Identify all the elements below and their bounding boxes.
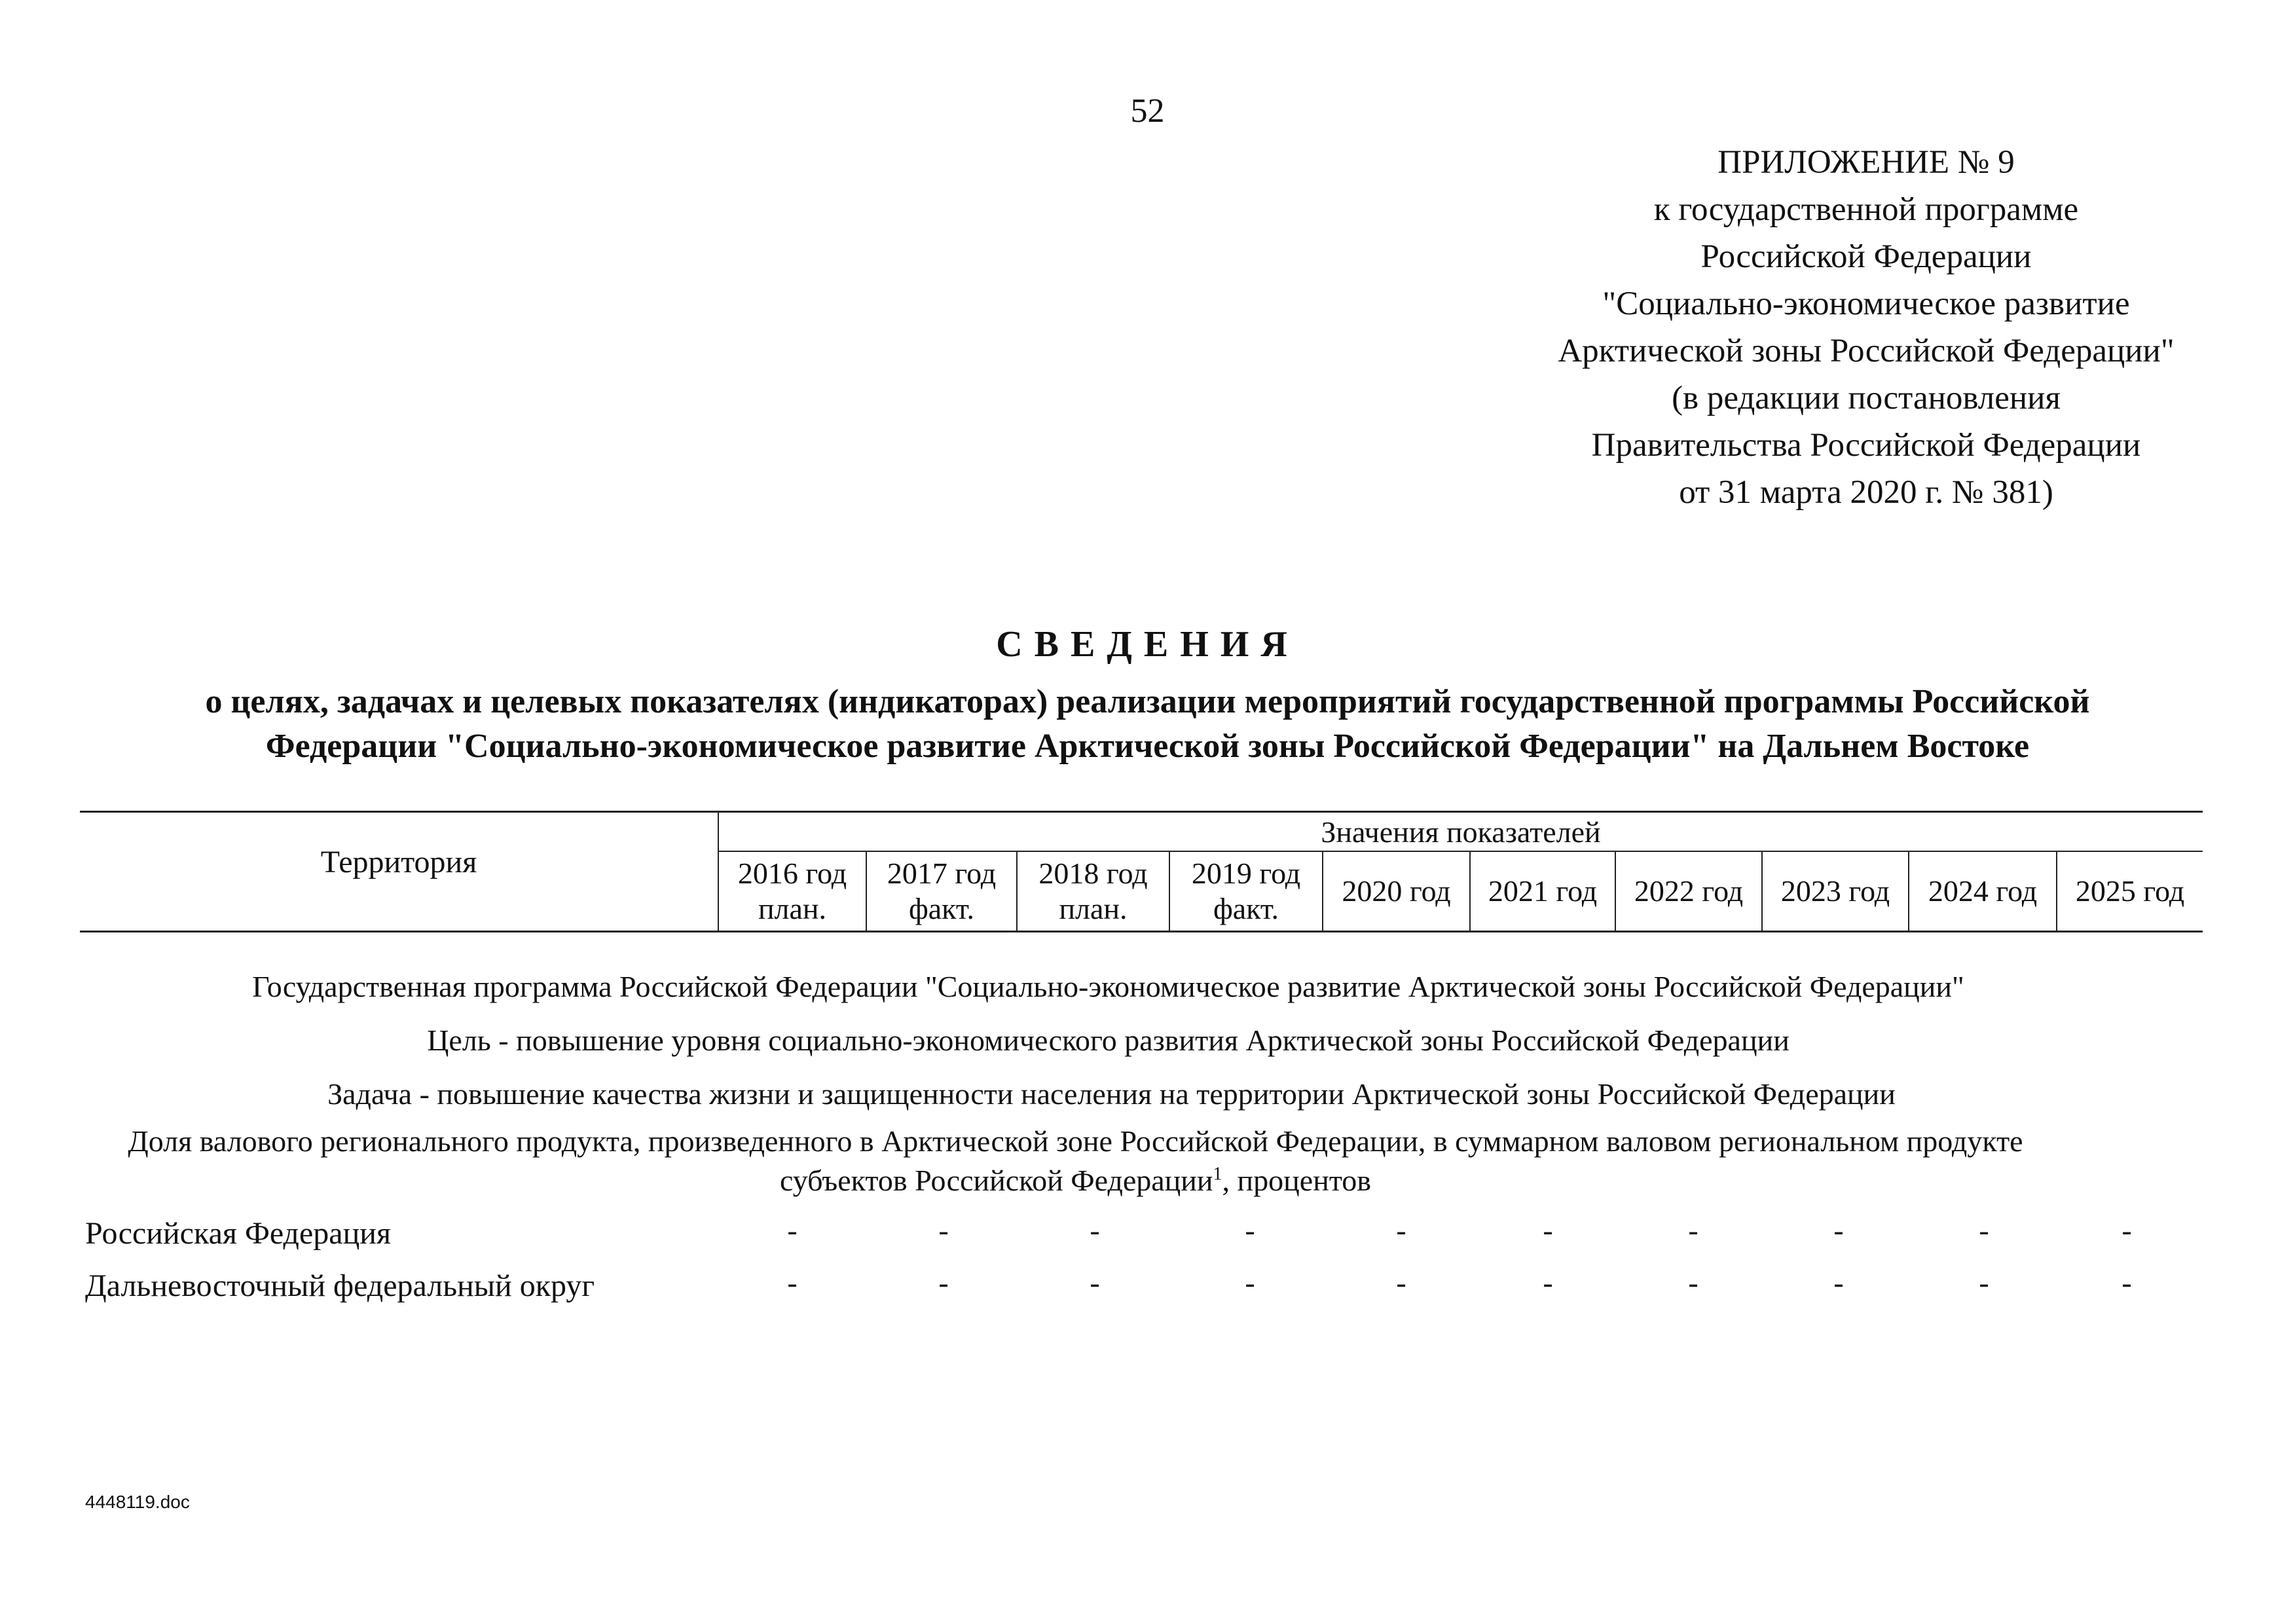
territory-header: Территория (320, 844, 477, 879)
document-heading: СВЕДЕНИЯ (996, 624, 1299, 665)
value-cell: - (1688, 1266, 1698, 1299)
value-cell: - (1543, 1213, 1553, 1247)
appendix-line: ПРИЛОЖЕНИЕ № 9 (1717, 144, 2015, 181)
year-note: план. (758, 892, 827, 925)
footer-filename: 4448119.doc (85, 1492, 190, 1512)
year-note: факт. (1213, 892, 1279, 925)
year-label: 2025 год (2075, 874, 2185, 908)
appendix-line: "Социально-экономическое развитие (1602, 286, 2130, 322)
row-territory-dfo: Дальневосточный федеральный округ (85, 1268, 595, 1303)
year-header-2024 (1908, 852, 2056, 931)
page-number: 52 (1130, 92, 1165, 130)
appendix-line: от 31 марта 2020 г. № 381) (1679, 474, 2053, 511)
subtitle-line-1: о целях, задачах и целевых показателях (индикаторах) реализации мероприятий государственной программы Российской (205, 683, 2090, 720)
year-label: 2022 год (1634, 874, 1744, 908)
year-header-2018 (1016, 852, 1169, 931)
value-cell: - (1543, 1266, 1553, 1299)
task-line: Задача - повышение качества жизни и защищенности населения на территории Арктической зоны Российской Федерации (327, 1077, 1896, 1111)
subtitle-line-2: Федерации "Социально-экономическое развитие Арктической зоны Российской Федерации" на Дальнем Востоке (265, 728, 2030, 765)
value-cell: - (938, 1266, 949, 1299)
indicator-line-2-text: субъектов Российской Федерации (779, 1164, 1213, 1197)
value-cell: - (2121, 1213, 2132, 1247)
value-cell: - (1396, 1266, 1406, 1299)
year-header-2022 (1615, 852, 1761, 931)
year-header-2021 (1469, 852, 1615, 931)
value-cell: - (787, 1266, 798, 1299)
year-header-2023 (1761, 852, 1908, 931)
value-cell: - (1833, 1213, 1844, 1247)
year-note: факт. (908, 892, 975, 925)
indicator-line-2 (0, 1163, 2223, 1198)
value-cell: - (787, 1213, 798, 1247)
values-header: Значения показателей (718, 813, 2203, 852)
program-line: Государственная программа Российской Федерации "Социально-экономическое развитие Арктической зоны Российской Федерации" (252, 970, 1964, 1003)
year-note: план. (1059, 892, 1128, 925)
appendix-block (1427, 139, 2295, 516)
value-cell: - (1979, 1213, 1989, 1247)
value-cell: - (2121, 1266, 2132, 1299)
goal-line: Цель - повышение уровня социально-экономического развития Арктической зоны Российской Федерации (427, 1024, 1790, 1057)
document-subtitle (65, 680, 2230, 769)
year-label: 2020 год (1342, 874, 1451, 908)
year-label: 2016 год (737, 857, 847, 890)
value-cell: - (1245, 1266, 1255, 1299)
value-cell: - (938, 1213, 949, 1247)
footnote-mark: 1 (1213, 1164, 1222, 1185)
value-cell: - (1090, 1213, 1100, 1247)
value-cell: - (1833, 1266, 1844, 1299)
year-label: 2021 год (1488, 874, 1598, 908)
year-label: 2018 год (1038, 857, 1148, 890)
value-cell: - (1090, 1266, 1100, 1299)
appendix-line: Правительства Российской Федерации (1591, 427, 2141, 464)
value-cell: - (1245, 1213, 1255, 1247)
indicator-unit: , процентов (1222, 1164, 1372, 1197)
year-header-2017 (866, 852, 1016, 931)
year-label: 2019 год (1191, 857, 1301, 890)
year-header-2020 (1322, 852, 1469, 931)
year-header-2025 (2056, 852, 2203, 931)
value-cell: - (1396, 1213, 1406, 1247)
appendix-line: к государственной программе (1653, 191, 2079, 228)
year-label: 2017 год (887, 857, 997, 890)
year-header-2019 (1169, 852, 1322, 931)
year-label: 2024 год (1928, 874, 2038, 908)
appendix-line: Арктической зоны Российской Федерации" (1558, 333, 2175, 369)
value-cell: - (1688, 1213, 1698, 1247)
appendix-line: Российской Федерации (1700, 238, 2032, 275)
indicator-line-1: Доля валового регионального продукта, произведенного в Арктической зоне Российской Федерации, в суммарном валовом региональном продукте (128, 1124, 2023, 1158)
row-territory-rf: Российская Федерация (85, 1216, 392, 1251)
value-cell: - (1979, 1266, 1989, 1299)
indicators-table-header (80, 811, 2203, 932)
year-label: 2023 год (1780, 874, 1890, 908)
appendix-line: (в редакции постановления (1672, 380, 2061, 416)
year-header-2016 (718, 852, 866, 931)
